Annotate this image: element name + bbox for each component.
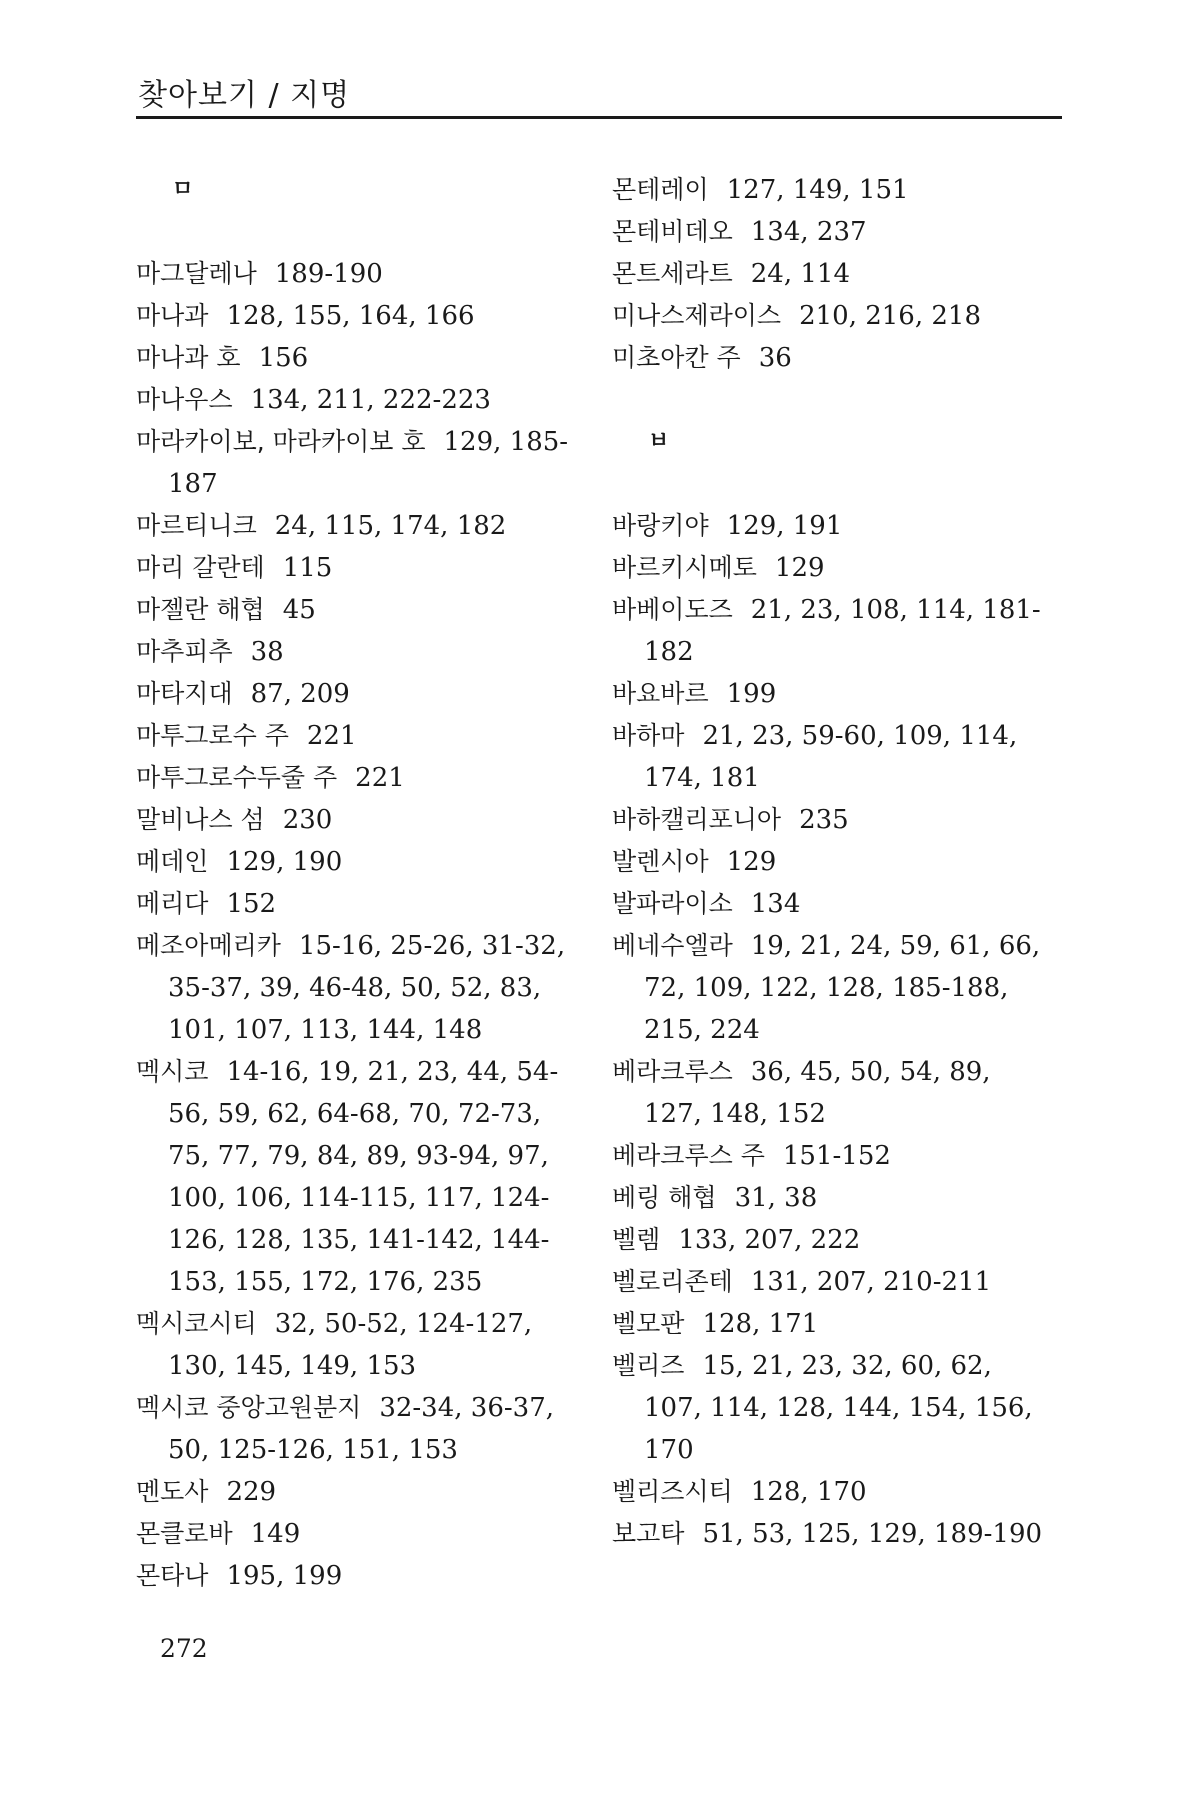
index-term: 마투그로수 주 (136, 721, 289, 750)
index-term: 몬클로바 (136, 1519, 233, 1548)
index-term: 마타지대 (136, 679, 233, 708)
page-references: 15, 21, 23, 32, 60, 62, 107, 114, 128, 144, 154, 156, 170 (644, 1351, 1033, 1465)
index-term: 벨리즈 (612, 1351, 685, 1380)
index-entry (136, 1387, 576, 1471)
index-term: 바랑키야 (612, 511, 709, 540)
section-spacer (136, 211, 576, 253)
index-term: 바하마 (612, 721, 685, 750)
page-references: 134 (750, 889, 801, 919)
index-entry (136, 631, 576, 673)
page-references: 199 (726, 679, 777, 709)
index-entry (612, 841, 1052, 883)
index-term: 마라카이보, 마라카이보 호 (136, 427, 426, 456)
index-term: 마나과 (136, 301, 209, 330)
page-references: 134, 211, 222-223 (250, 385, 491, 415)
index-entry (136, 1471, 576, 1513)
index-entry-list-right-top (612, 169, 1052, 379)
index-term: 멕시코 중앙고원분지 (136, 1393, 362, 1422)
page-references: 87, 209 (250, 679, 350, 709)
index-term: 마르티니크 (136, 511, 257, 540)
index-term: 미초아칸 주 (612, 343, 741, 372)
index-term: 메데인 (136, 847, 209, 876)
page-references: 32-34, 36-37, 50, 125-126, 151, 153 (168, 1393, 555, 1465)
index-entry (136, 295, 576, 337)
index-term: 보고타 (612, 1519, 685, 1548)
index-entry (612, 1345, 1052, 1471)
page-references: 31, 38 (734, 1183, 818, 1213)
index-entry (136, 547, 576, 589)
page-references: 24, 114 (750, 259, 851, 289)
header-rule (136, 116, 1062, 119)
page-references: 129 (774, 553, 825, 583)
index-entry (136, 1555, 576, 1597)
page-references: 189-190 (274, 259, 383, 289)
page-references: 129, 191 (726, 511, 843, 541)
page-references: 151-152 (782, 1141, 891, 1171)
page-references: 133, 207, 222 (678, 1225, 861, 1255)
index-term: 바요바르 (612, 679, 709, 708)
page-references: 127, 149, 151 (726, 175, 909, 205)
page-references: 129 (726, 847, 777, 877)
index-term: 멕시코시티 (136, 1309, 257, 1338)
index-term: 몬테비데오 (612, 217, 733, 246)
running-header: 찾아보기 / 지명 (138, 78, 351, 113)
index-term: 벨렘 (612, 1225, 661, 1254)
index-term: 미나스제라이스 (612, 301, 782, 330)
index-term: 메리다 (136, 889, 209, 918)
index-entry (136, 505, 576, 547)
index-entry (612, 1261, 1052, 1303)
page-references: 134, 237 (750, 217, 867, 247)
page-references: 149 (250, 1519, 301, 1549)
page-references: 19, 21, 24, 59, 61, 66, 72, 109, 122, 128, 185-188, 215, 224 (644, 931, 1041, 1045)
index-entry (612, 1513, 1052, 1555)
page-references: 152 (226, 889, 277, 919)
index-term: 말비나스 섬 (136, 805, 265, 834)
index-term: 마리 갈란테 (136, 553, 265, 582)
index-entry-list-left (136, 253, 576, 1597)
index-column-left (136, 169, 576, 1597)
page-references: 128, 170 (750, 1477, 867, 1507)
page-references: 221 (355, 763, 405, 793)
index-entry (612, 337, 1052, 379)
index-term: 발렌시아 (612, 847, 709, 876)
index-entry (136, 841, 576, 883)
page-references: 129, 185-187 (168, 427, 569, 499)
page-references: 129, 190 (226, 847, 343, 877)
index-entry (612, 1177, 1052, 1219)
index-entry-list-right (612, 505, 1052, 1555)
page-references: 221 (306, 721, 357, 751)
index-term: 몬트세라트 (612, 259, 733, 288)
index-entry (136, 337, 576, 379)
index-term: 마나우스 (136, 385, 233, 414)
index-entry (136, 253, 576, 295)
index-entry (612, 253, 1052, 295)
section-spacer (612, 379, 1052, 421)
page-references: 45 (282, 595, 316, 625)
index-entry (136, 1513, 576, 1555)
page-references: 14-16, 19, 21, 23, 44, 54-56, 59, 62, 64-68, 70, 72-73, 75, 77, 79, 84, 89, 93-94, 97, 100, 106, 114-115, 117, 124-126, 128, 135, 141-142, 144-153, 155, 172, 176, 235 (168, 1057, 559, 1297)
index-entry (612, 1051, 1052, 1135)
page-references: 21, 23, 108, 114, 181-182 (644, 595, 1041, 667)
page-references: 156 (258, 343, 309, 373)
index-entry (136, 421, 576, 505)
index-entry (136, 799, 576, 841)
page-references: 229 (226, 1477, 277, 1507)
index-term: 벨리즈시티 (612, 1477, 733, 1506)
index-term: 마추피추 (136, 637, 233, 666)
index-entry (136, 925, 576, 1051)
index-term: 발파라이소 (612, 889, 733, 918)
index-term: 메조아메리카 (136, 931, 281, 960)
index-entry (612, 715, 1052, 799)
page-references: 128, 155, 164, 166 (226, 301, 475, 331)
page-references: 24, 115, 174, 182 (274, 511, 507, 541)
index-term: 몬테레이 (612, 175, 709, 204)
index-entry (612, 169, 1052, 211)
index-entry (612, 547, 1052, 589)
page-references: 32, 50-52, 124-127, 130, 145, 149, 153 (168, 1309, 533, 1381)
index-term: 베라크루스 주 (612, 1141, 765, 1170)
page-references: 131, 207, 210-211 (750, 1267, 992, 1297)
index-entry (612, 589, 1052, 673)
index-term: 베링 해협 (612, 1183, 717, 1212)
index-entry (136, 673, 576, 715)
section-letter-bieup: ㅂ (648, 429, 670, 454)
index-entry (612, 295, 1052, 337)
index-entry (612, 1471, 1052, 1513)
index-term: 마투그로수두줄 주 (136, 763, 338, 792)
index-term: 마나과 호 (136, 343, 241, 372)
index-term: 벨모판 (612, 1309, 685, 1338)
index-column-right (612, 169, 1052, 1555)
page-references: 38 (250, 637, 284, 667)
index-term: 멘도사 (136, 1477, 209, 1506)
section-spacer (612, 463, 1052, 505)
page-references: 51, 53, 125, 129, 189-190 (702, 1519, 1043, 1549)
index-entry (136, 715, 576, 757)
index-entry (612, 799, 1052, 841)
index-entry (136, 1051, 576, 1303)
index-entry (136, 757, 576, 799)
page-references: 195, 199 (226, 1561, 343, 1591)
index-term: 마젤란 해협 (136, 595, 265, 624)
page-references: 210, 216, 218 (799, 301, 981, 331)
index-entry (612, 505, 1052, 547)
page-references: 36 (758, 343, 792, 373)
index-term: 벨로리존테 (612, 1267, 733, 1296)
index-entry (612, 925, 1052, 1051)
index-entry (612, 211, 1052, 253)
page-references: 235 (799, 805, 849, 835)
page-references: 230 (282, 805, 333, 835)
index-entry (136, 379, 576, 421)
index-term: 바베이도즈 (612, 595, 733, 624)
index-term: 멕시코 (136, 1057, 209, 1086)
index-term: 바르키시메토 (612, 553, 757, 582)
index-entry (136, 589, 576, 631)
index-term: 마그달레나 (136, 259, 257, 288)
index-entry (136, 883, 576, 925)
index-entry (136, 1303, 576, 1387)
index-entry (612, 673, 1052, 715)
page-references: 21, 23, 59-60, 109, 114, 174, 181 (644, 721, 1018, 793)
index-entry (612, 1135, 1052, 1177)
page-references: 36, 45, 50, 54, 89, 127, 148, 152 (644, 1057, 991, 1129)
index-entry (612, 883, 1052, 925)
index-entry (612, 1303, 1052, 1345)
page-references: 115 (282, 553, 333, 583)
section-letter-mieum: ㅁ (172, 177, 194, 202)
index-entry (612, 1219, 1052, 1261)
page-references: 15-16, 25-26, 31-32, 35-37, 39, 46-48, 50, 52, 83, 101, 107, 113, 144, 148 (168, 931, 566, 1045)
page-references: 128, 171 (702, 1309, 819, 1339)
index-term: 바하캘리포니아 (612, 805, 782, 834)
page-number: 272 (160, 1634, 208, 1663)
index-term: 베라크루스 (612, 1057, 733, 1086)
index-term: 베네수엘라 (612, 931, 733, 960)
index-term: 몬타나 (136, 1561, 209, 1590)
